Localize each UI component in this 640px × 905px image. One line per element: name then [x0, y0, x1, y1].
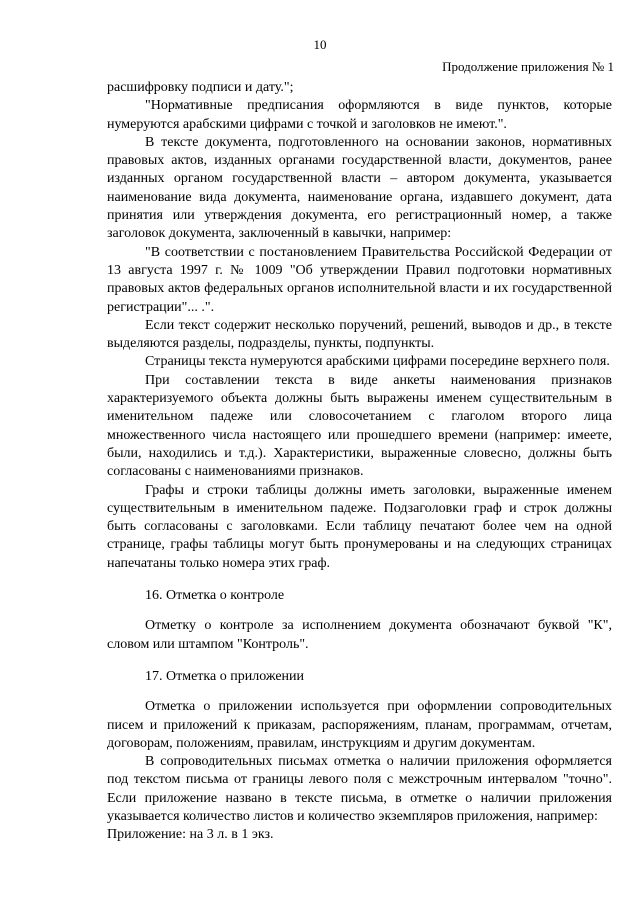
paragraph: В тексте документа, подготовленного на основании законов, нормативных правовых актов, изданных органами государственной власти, документов, ранее изданных органом государственной власти – автором документа, указывается наименование вида документа, наименование органа, издавшего документ, дата принятия или утверждения документа, его регистрационный номер, а также заголовок документа, заключенный в кавычки, например:: [107, 134, 612, 242]
section-heading: 17. Отметка о приложении: [145, 668, 305, 684]
page-number: 10: [313, 37, 327, 52]
spacer: [107, 686, 612, 698]
spacer: [107, 573, 612, 587]
spacer: [107, 654, 612, 668]
paragraph: Приложение: на 3 л. в 1 экз.: [107, 827, 274, 843]
paragraph: "В соответствии с постановлением Правительства Российской Федерации от 13 августа 1997 г. № 1009 "Об утверждении Правил подготовки нормативных правовых актов федеральных органов исполнительной власти и их государственной регистрации"... .".: [107, 244, 612, 315]
paragraph: Отметку о контроле за исполнением документа обозначают буквой "К", словом или штампом "Контроль".: [107, 618, 612, 652]
paragraph: При составлении текста в виде анкеты наименования признаков характеризуемого объекта должны быть выражены именем существительным в именительном падеже или словосочетанием с глаголом второго лица множественного числа настоящего или прошедшего времени (например: имеете, были, находились и т.д.). Характеристики, выраженные словесно, должны быть согласованы с наименованиями признаков.: [107, 372, 612, 480]
paragraph: расшифровку подписи и дату.";: [107, 80, 294, 95]
paragraph: Страницы текста нумеруются арабскими цифрами посередине верхнего поля.: [145, 354, 610, 370]
paragraph: "Нормативные предписания оформляются в виде пунктов, которые нумеруются арабскими цифрами с точкой и заголовков не имеют.".: [107, 98, 612, 132]
paragraph: В сопроводительных письмах отметка о наличии приложения оформляется под текстом письма от границы левого поля с межстрочным интервалом "точно". Если приложение названо в тексте письма, в отметке о наличии приложения указывается количество листов и количество экземпляров приложения, например:: [107, 754, 612, 824]
paragraph: Графы и строки таблицы должны иметь заголовки, выраженные именем существительным в именительном падеже. Подзаголовки граф и строк должны быть согласованы с заголовками. Если таблицу печатают более чем на одной странице, графы таблицы могут быть пронумерованы и на следующих страницах напечатаны только номера этих граф.: [107, 482, 612, 571]
paragraph: Если текст содержит несколько поручений, решений, выводов и др., в тексте выделяются разделы, подразделы, пункты, подпункты.: [107, 317, 612, 352]
paragraph: Отметка о приложении используется при оформлении сопроводительных писем и приложений к приказам, распоряжениям, планам, программам, отчетам, договорам, положениям, правилам, инструкциям и другим документам.: [107, 699, 612, 751]
document-body: [107, 79, 612, 845]
section-heading: 16. Отметка о контроле: [145, 588, 285, 604]
running-header: Продолжение приложения № 1: [442, 59, 614, 74]
spacer: [107, 605, 612, 617]
